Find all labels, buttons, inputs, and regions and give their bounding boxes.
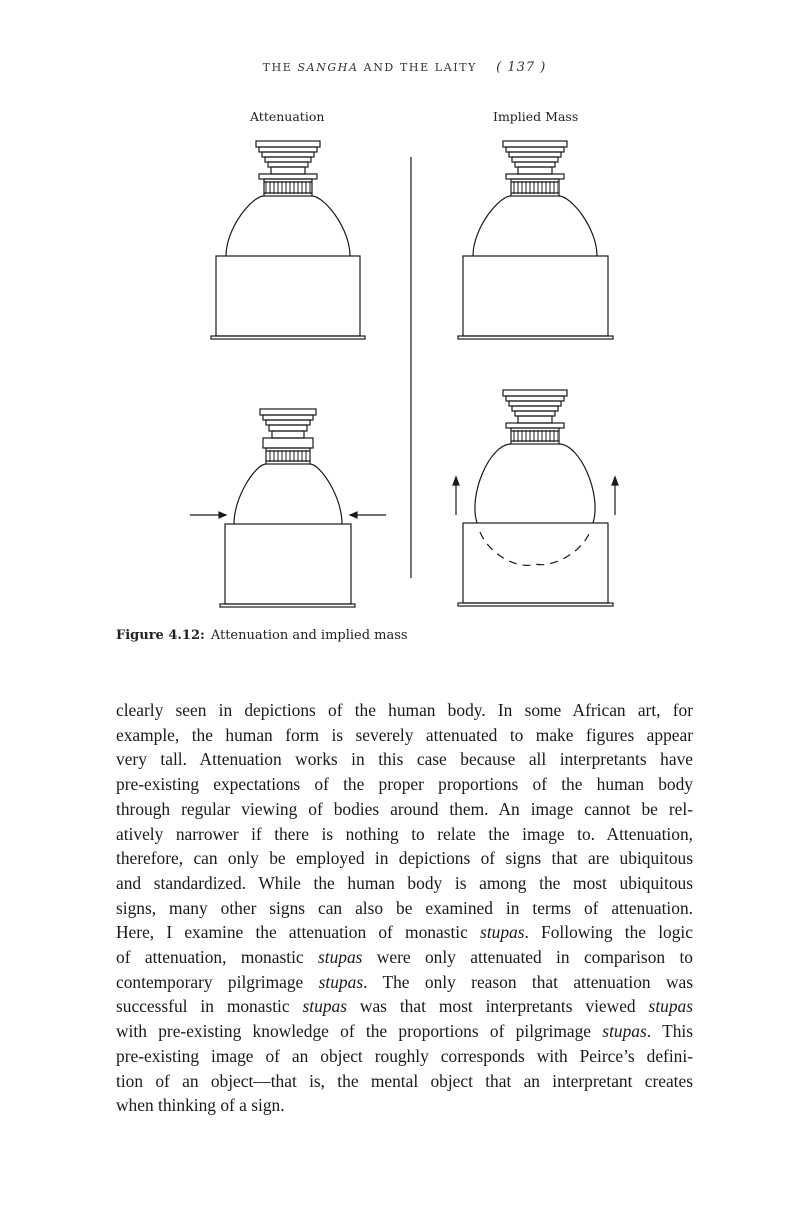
body-line xyxy=(116,871,693,896)
body-line xyxy=(116,772,693,797)
body-text-segment: was that most interpretants viewed xyxy=(346,996,649,1017)
body-line xyxy=(116,970,693,995)
body-text-segment: pre-existing image of an object roughly corresponds with Peirce’s defini- xyxy=(116,1045,693,1066)
body-line xyxy=(116,747,693,772)
page-number: ( 137 ) xyxy=(496,60,547,75)
body-italic-term: stupas xyxy=(648,996,693,1017)
body-italic-term: stupas xyxy=(480,922,525,943)
body-italic-term: stupas xyxy=(302,996,347,1017)
body-line xyxy=(116,822,693,847)
stupa-bottom-right xyxy=(453,390,618,606)
body-text-segment: pre-existing expectations of the proper proportions of the human body xyxy=(116,774,693,795)
body-text-segment: with pre-existing knowledge of the proportions of pilgrimage xyxy=(116,1021,603,1042)
body-text-segment: of attenuation, monastic xyxy=(116,947,318,968)
figure-caption-number: Figure 4.12: xyxy=(116,628,205,643)
body-text-segment: atively narrower if there is nothing to relate the image to. Attenuation, xyxy=(116,823,693,844)
body-text-segment: . This xyxy=(646,1021,693,1042)
body-text-segment: very tall. Attenuation works in this case because all interpretants have xyxy=(116,749,693,770)
body-text-segment: clearly seen in depictions of the human body. In some African art, for xyxy=(116,700,693,720)
body-text-segment: . The only reason that attenuation was xyxy=(363,971,694,992)
running-head-suffix: AND THE LAITY xyxy=(363,61,477,74)
body-line xyxy=(116,920,693,945)
body-text-segment: and standardized. While the human body is among the most ubiquitous xyxy=(116,872,693,893)
stupa-top-right xyxy=(458,141,613,339)
body-text-segment: were only attenuated in comparison to xyxy=(362,947,693,968)
body-text-segment: . Following the logic xyxy=(524,922,693,943)
figure-label-implied-mass: Implied Mass xyxy=(493,109,579,124)
body-italic-term: stupas xyxy=(317,947,363,968)
body-text-segment: therefore, can only be employed in depictions of signs that are ubiquitous xyxy=(116,848,693,869)
body-line xyxy=(116,797,693,822)
running-head-prefix: THE xyxy=(262,61,293,74)
body-text-segment: contemporary pilgrimage xyxy=(116,971,319,992)
body-paragraph xyxy=(116,698,693,1118)
body-text-segment: through regular viewing of bodies around them. An image cannot be rel- xyxy=(116,798,693,819)
body-line xyxy=(116,1044,693,1069)
figure-label-attenuation: Attenuation xyxy=(250,109,325,124)
body-line xyxy=(116,723,693,748)
body-line xyxy=(116,1069,693,1094)
body-line xyxy=(116,945,693,970)
stupa-top-left xyxy=(211,141,365,339)
body-text-segment: Here, I examine the attenuation of monastic xyxy=(116,922,481,943)
body-line xyxy=(116,994,693,1019)
body-italic-term: stupas xyxy=(318,971,364,992)
figure-caption xyxy=(116,628,408,643)
figure-caption-text: Attenuation and implied mass xyxy=(210,628,408,643)
stupa-bottom-left xyxy=(190,409,386,607)
body-line xyxy=(116,896,693,921)
running-head-italic: SANGHA xyxy=(297,61,359,74)
body-text-segment: example, the human form is severely attenuated to make figures appear xyxy=(116,724,693,745)
body-text-segment: successful in monastic xyxy=(116,996,303,1017)
body-text-segment: when thinking of a sign. xyxy=(116,1095,285,1116)
body-line xyxy=(116,1093,693,1118)
body-text-segment: signs, many other signs can also be examined in terms of attenuation. xyxy=(116,897,693,918)
body-line xyxy=(116,846,693,871)
body-text-segment: tion of an object—that is, the mental object that an interpretant creates xyxy=(116,1070,693,1091)
body-line xyxy=(116,1019,693,1044)
body-italic-term: stupas xyxy=(602,1021,647,1042)
body-line xyxy=(116,698,693,723)
